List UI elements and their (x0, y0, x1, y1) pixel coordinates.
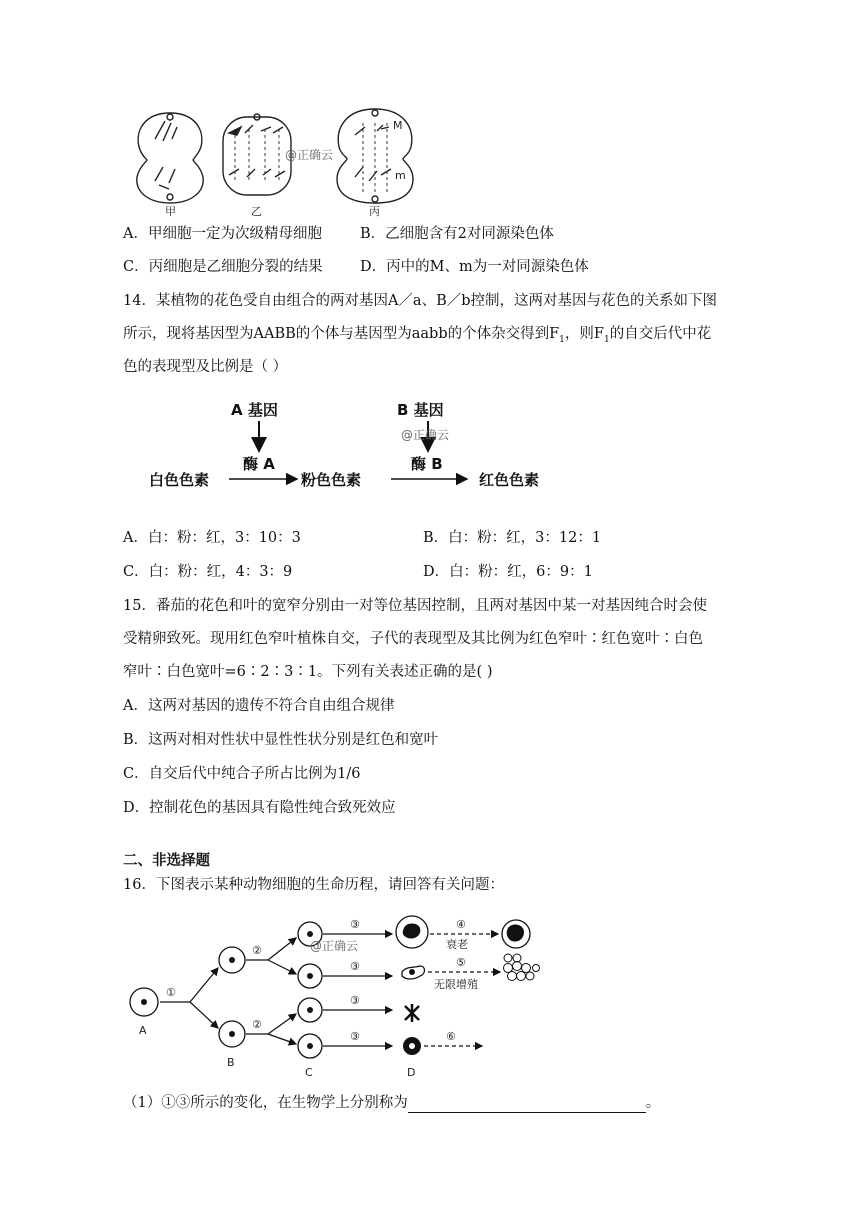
q14-stem-line3: 色的表现型及比例是（ ） (123, 359, 288, 375)
q14-option-d[interactable]: D．白：粉：红，6：9：1 (423, 564, 593, 580)
q15-option-b[interactable]: B．这两对相对性状中显性性状分别是红色和宽叶 (123, 732, 439, 748)
cell-label-b: B (227, 1056, 235, 1069)
cell-label-a: A (139, 1024, 147, 1037)
q14-option-b[interactable]: B．白：粉：红，3：12：1 (423, 530, 602, 546)
proliferation-label: 无限增殖 (434, 978, 478, 991)
cell-label-yi: 乙 (251, 205, 262, 217)
red-pigment-label: 红色色素 (479, 471, 540, 489)
gene-m-label: m (395, 169, 406, 182)
q14-option-c[interactable]: C．白：粉：红，4：3：9 (123, 564, 293, 580)
step-2-label-lower: ② (252, 1018, 262, 1031)
step-3-label-2: ③ (350, 960, 360, 973)
q15-option-a[interactable]: A．这两对基因的遗传不符合自由组合规律 (123, 698, 395, 714)
q13-option-d[interactable]: D．丙中的M、m为一对同源染色体 (360, 259, 589, 275)
q16-sub1 (123, 1093, 660, 1113)
enzyme-a-label: 酶 A (243, 455, 275, 473)
step-2-label-upper: ② (252, 944, 262, 957)
q15-option-d[interactable]: D．控制花色的基因具有隐性纯合致死效应 (123, 800, 396, 816)
watermark: @正确云 (310, 939, 359, 953)
white-pigment-label: 白色色素 (149, 471, 210, 489)
step-5-label: ⑤ (456, 956, 466, 969)
q16-sub1-prefix: （1）①③所示的变化，在生物学上分别称为 (123, 1095, 408, 1111)
aging-label: 衰老 (446, 938, 468, 951)
q14-stem-line2: 所示，现将基因型为AABB的个体与基因型为aabb的个体杂交得到$F_1$，则$F_1$的自交后代中花 (123, 326, 712, 345)
q16-sub1-suffix: 。 (645, 1095, 661, 1111)
step-1-label: ① (166, 986, 176, 999)
q13-option-a[interactable]: A．甲细胞一定为次级精母细胞 (123, 226, 322, 242)
gene-a-label: A 基因 (231, 401, 278, 419)
cell-label-jia: 甲 (165, 205, 176, 217)
q15-stem-line2: 受精卵致死。现用红色窄叶植株自交，子代的表现型及其比例为红色窄叶∶红色宽叶∶白色 (123, 631, 703, 647)
step-3-label-3: ③ (350, 994, 360, 1007)
q15-stem-line3: 窄叶∶白色宽叶=6∶2∶3∶1。下列有关表述正确的是( ) (123, 664, 493, 680)
q14-stem-line1: 14．某植物的花色受自由组合的两对基因A／a、B／b控制，这两对基因与花色的关系如下图 (123, 293, 718, 309)
q15-stem-line1: 15．番茄的花色和叶的宽窄分别由一对等位基因控制，且两对基因中某一对基因纯合时会使 (123, 598, 707, 614)
step-6-label: ⑥ (446, 1030, 456, 1043)
gene-M-label: M (393, 119, 403, 132)
q16-stem: 16．下图表示某种动物细胞的生命历程，请回答有关问题： (123, 877, 504, 893)
cell-life-history-figure (122, 910, 542, 1085)
cell-jia (137, 113, 203, 203)
cell-label-bing: 丙 (369, 205, 380, 217)
step-4-label: ④ (456, 918, 466, 931)
answer-blank[interactable] (408, 1098, 646, 1113)
cell-label-c: C (305, 1066, 313, 1079)
q13-option-b[interactable]: B．乙细胞含有2对同源染色体 (360, 226, 554, 242)
cell-label-d: D (407, 1066, 416, 1079)
gene-b-label: B 基因 (397, 401, 444, 419)
q15-option-c[interactable]: C．自交后代中纯合子所占比例为1/6 (123, 766, 361, 782)
pigment-pathway-figure (145, 393, 565, 498)
step-3-label-4: ③ (350, 1030, 360, 1043)
cell-division-figure (125, 105, 425, 217)
watermark: @正确云 (285, 148, 334, 162)
pink-pigment-label: 粉色色素 (301, 471, 362, 489)
q14-option-a[interactable]: A．白：粉：红，3：10：3 (123, 530, 301, 546)
watermark: @正确云 (401, 428, 450, 442)
enzyme-b-label: 酶 B (411, 455, 443, 473)
section-title: 二、非选择题 (123, 853, 210, 869)
q13-option-c[interactable]: C．丙细胞是乙细胞分裂的结果 (123, 259, 323, 275)
cell-yi (223, 114, 291, 195)
step-3-label-1: ③ (350, 918, 360, 931)
